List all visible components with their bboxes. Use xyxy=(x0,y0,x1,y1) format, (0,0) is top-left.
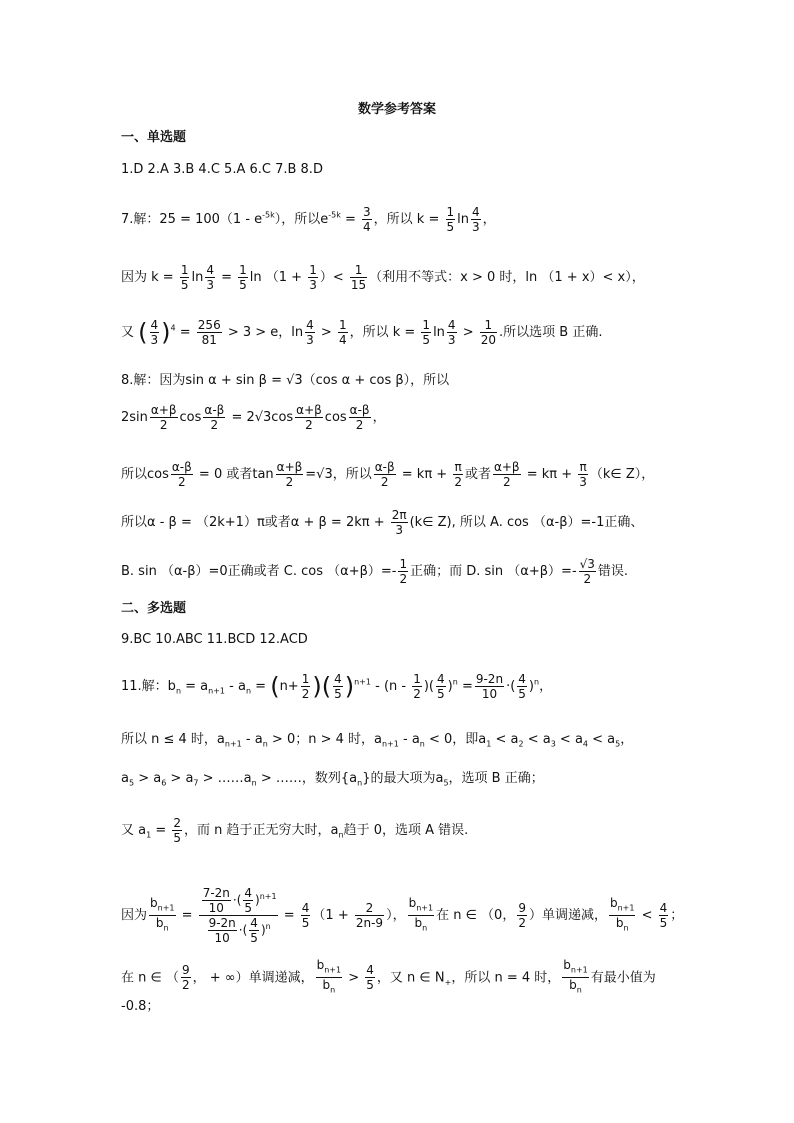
q7-line-2: 因为 k = $\frac{1}{5}$ ln $\frac{4}{3}$ = $\frac{1}{5}$ ln （1 + $\frac{1}{3}$ ）< $\frac{1}{15}$ （利用不等式：x > 0 时，ln （1 + x）< x）， xyxy=(121,263,645,292)
q11-line-4: 又 $a_1$ = $\frac{2}{5}$ ，而 n 趋于正无穷大时，$a_n$趋于 0，选项 A 错误. xyxy=(121,816,469,845)
answers-single-choice: 1.D 2.A 3.B 4.C 5.A 6.C 7.B 8.D xyxy=(121,162,323,177)
q8-line-5: B. sin （α-β）=0正确或者 C. cos （α+β）=- $\frac{1}{2}$ 正确；而 D. sin （α+β）=- $\frac{√3}{2}$ 错误. xyxy=(121,557,629,586)
page-title: 数学参考答案 xyxy=(357,102,436,117)
q11-line-6: 在 n ∈ （ $\frac{9}{2}$ ， + ∞）单调递减， $\frac{b_{n+1}}{b_n}$ > $\frac{4}{5}$ ，又 n ∈ $N_+$，所以 n = 4 时， $\frac{b_{n+1}}{b_n}$ 有最小值为 xyxy=(121,958,656,998)
q11-line-5: 因为 $\frac{b_{n+1}}{b_n}$ = $\frac{7-2n}{10}$ ·( $\frac{4}{5}$ )$^{n+1}$ $\frac{9-2n}{10}$ ·( $\frac{4}{5}$ )$^n$ = $\frac{4}{5}$ （1 + $\frac{2}{2n-9}$ ）， $\frac{b_{n+1}}{b_n}$ 在 n ∈ （0， $\frac{9}{2}$ ）单调递减， $\frac{b_{n+1}}{b_n}$ < $\frac{4}{5}$ ； xyxy=(121,886,684,945)
q8-line-4: 所以α - β = （2k+1）π或者α + β = 2kπ + $\frac{2\pi}{3}$ (k∈ Z), 所以 A. cos （α-β）=-1正确、 xyxy=(121,508,644,537)
section-heading-single-choice: 一、单选题 xyxy=(121,130,187,145)
q8-line-1: 8.解：因为sin α + sin β = √3（cos α + cos β），所以 xyxy=(121,373,450,388)
q11-line-2: 所以 n ≤ 4 时，$a_{n+1} - a_n > 0$；n > 4 时，$a_{n+1} - a_n < 0$，即$a_1 < a_2 < a_3 < a_4 < a_5$， xyxy=(121,732,634,749)
q7-line-1: 7.解：$25 = 100(1 - e^{-5k})$，所以$e^{-5k}$ = $\frac{3}{4}$ ，所以 k = $\frac{1}{5}$ ln $\frac{4}{3}$ ， xyxy=(121,205,496,234)
q8-line-2: 2sin $\frac{\alpha+\beta}{2}$ cos $\frac{\alpha-\beta}{2}$ = 2√3cos $\frac{\alpha+\beta}{2}$ cos $\frac{\alpha-\beta}{2}$ ， xyxy=(121,403,386,432)
q8-line-3: 所以cos $\frac{\alpha-\beta}{2}$ = 0 或者tan $\frac{\alpha+\beta}{2}$ =√3，所以 $\frac{\alpha-\beta}{2}$ = kπ + $\frac{\pi}{2}$ 或者 $\frac{\alpha+\beta}{2}$ = kπ + $\frac{\pi}{3}$ （k∈ Z）， xyxy=(121,460,655,489)
section-heading-multi-choice: 二、多选题 xyxy=(121,601,187,616)
q11-line-1: 11.解：$b_n = a_{n+1} - a_n = (n+$ $\frac{1}{2}$ )( $\frac{4}{5}$ )$^{n+1}$ - (n - $\frac{1}{2}$ )( $\frac{4}{5}$ )$^n$ = $\frac{9-2n}{10}$ ·( $\frac{4}{5}$ )$^n$， xyxy=(121,672,553,701)
answers-multi-choice: 9.BC 10.ABC 11.BCD 12.ACD xyxy=(121,632,308,647)
q7-line-3: 又 ( $\frac{4}{3}$ )$^4$ = $\frac{256}{81}$ > 3 > e，ln $\frac{4}{3}$ > $\frac{1}{4}$ ，所以 k = $\frac{1}{5}$ ln $\frac{4}{3}$ > $\frac{1}{20}$ .所以选项 B 正确. xyxy=(121,318,603,347)
q11-line-7: -0.8； xyxy=(121,999,160,1014)
q11-line-3: $a_5 > a_6 > a_7$ > $\dots\dots a_n$ > ……，数列$\{a_n\}$的最大项为$a_5$，选项 B 正确； xyxy=(121,771,544,788)
